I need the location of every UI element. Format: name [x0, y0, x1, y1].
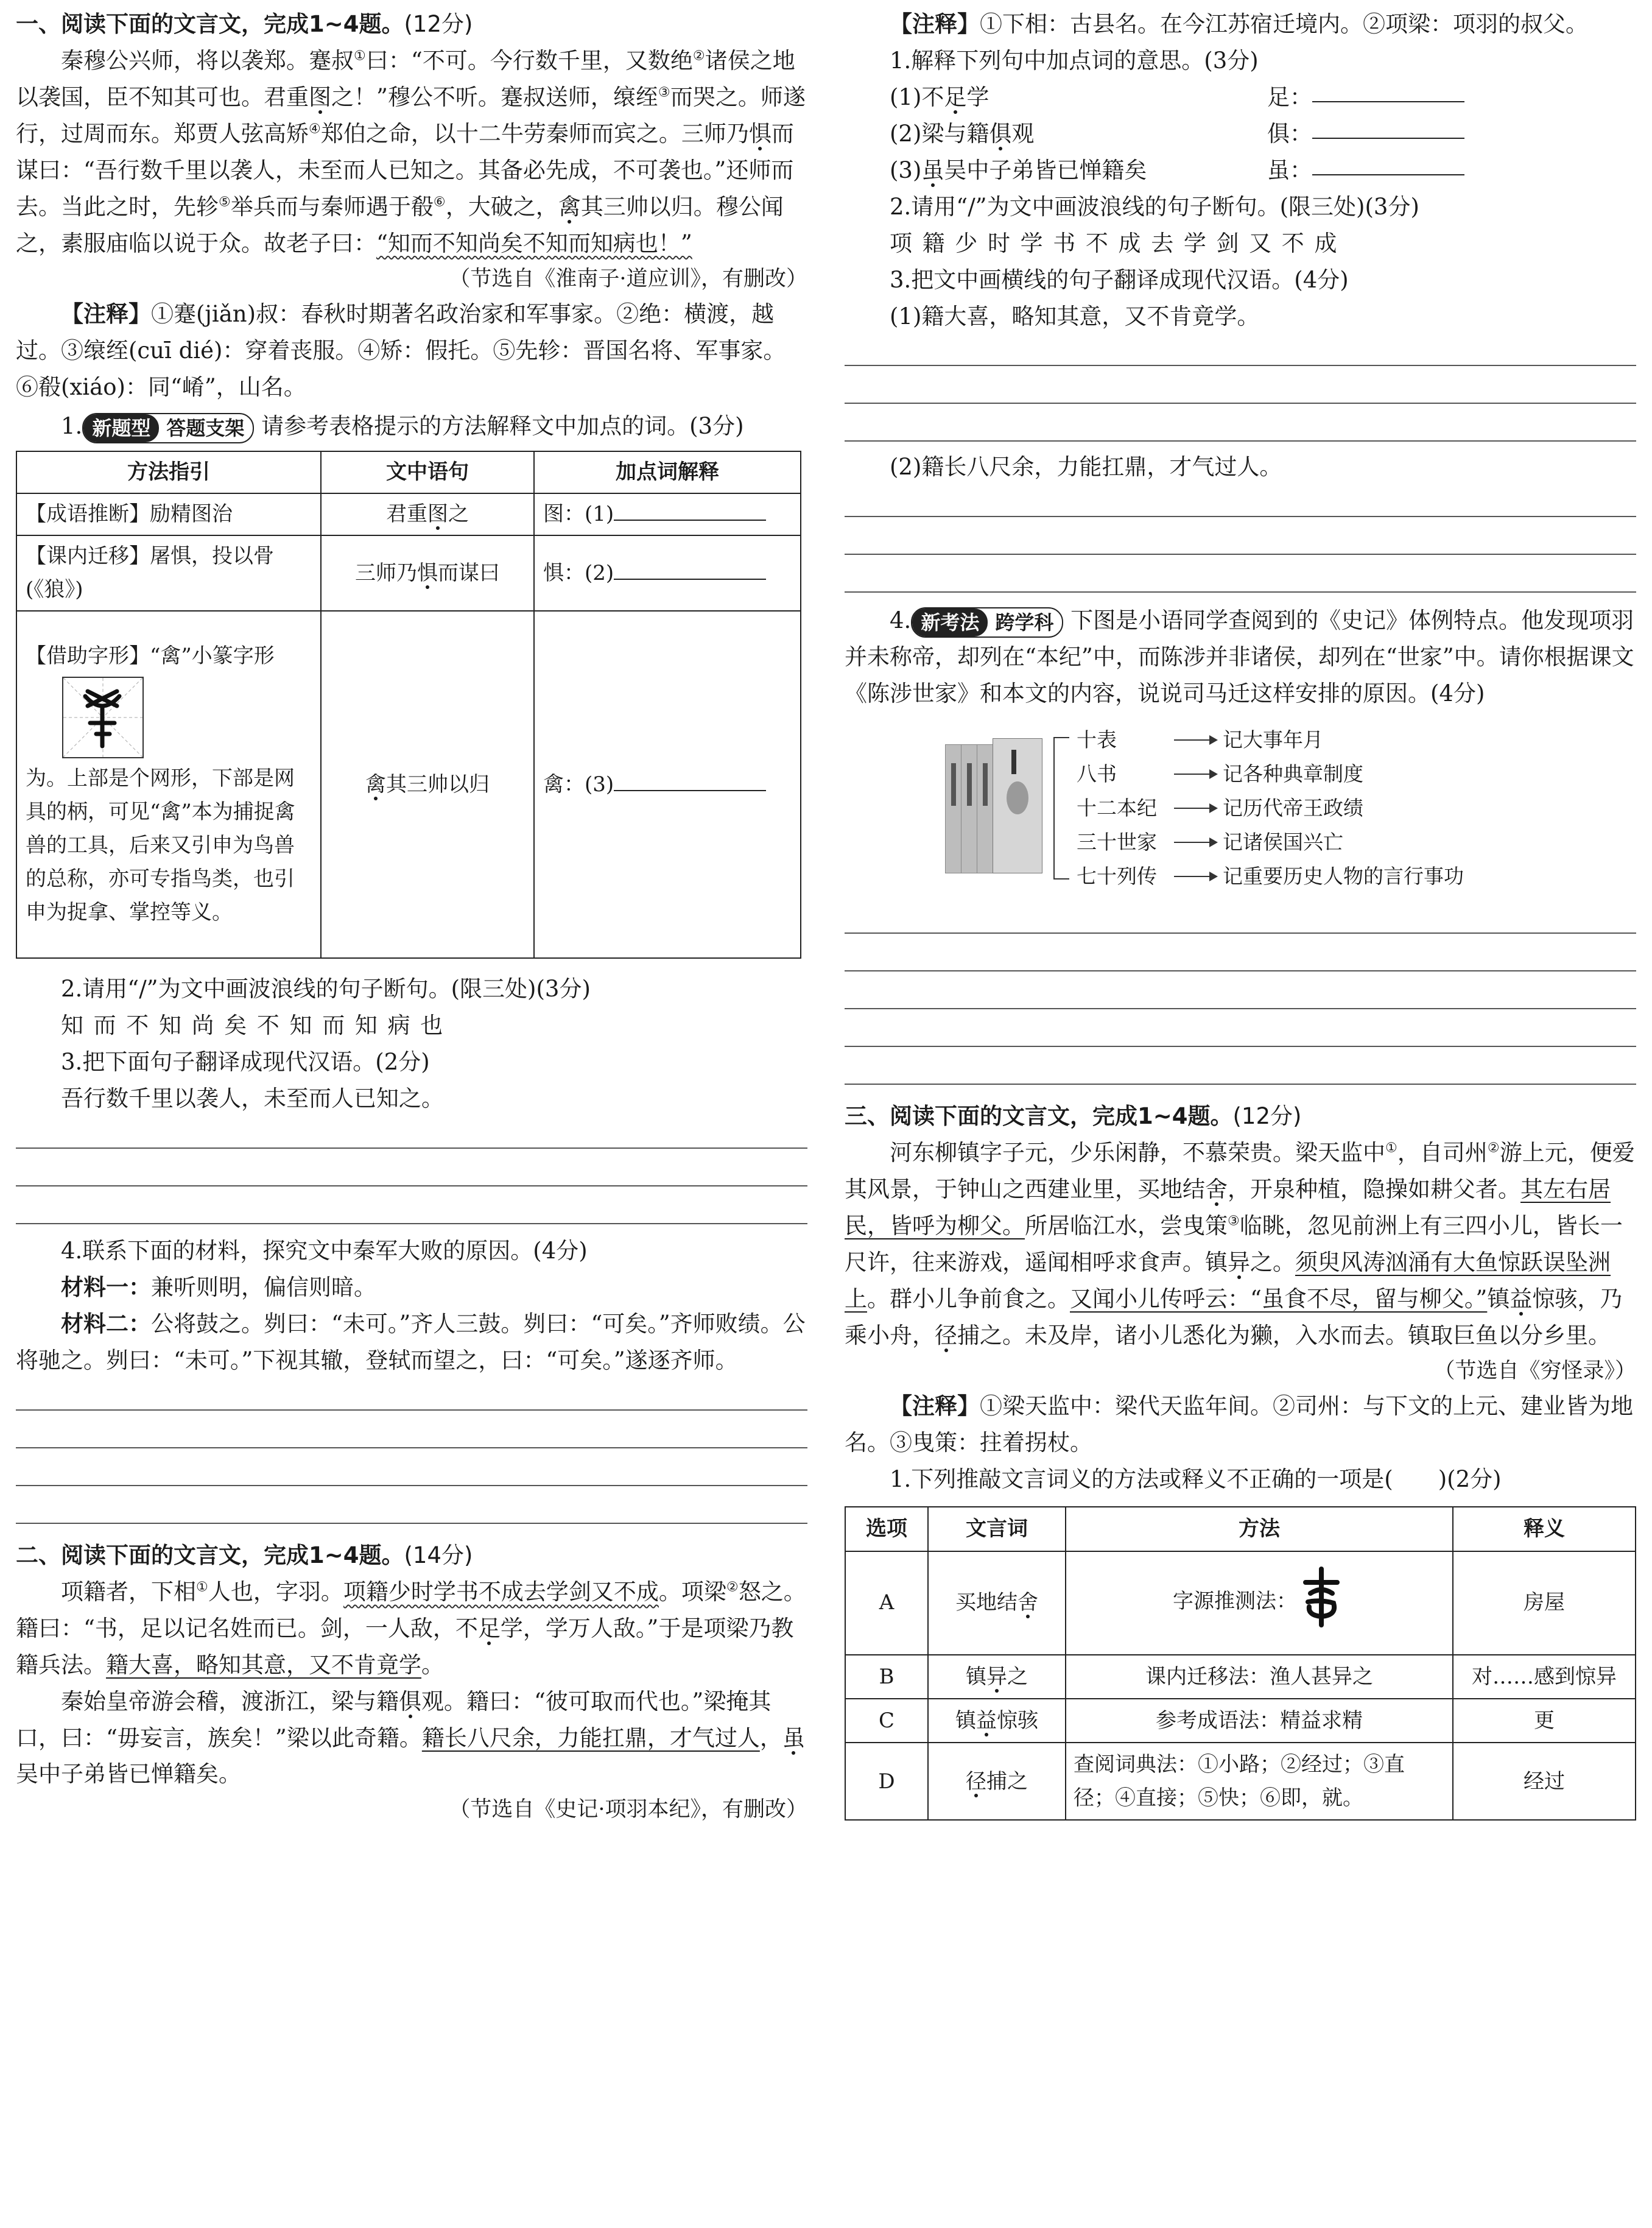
dotted-word: 虽: [782, 1724, 805, 1751]
passage-text: 其三帅以归。穆公闻之，素服庙临以说于众。故老子曰：: [16, 193, 784, 256]
passage-text: 惊骇，乃乘小舟，: [845, 1285, 1623, 1348]
meaning-cell: 房屋: [1453, 1551, 1636, 1655]
table-header: 释义: [1453, 1507, 1636, 1551]
passage-text: 观。籍曰：“彼可取而代也。”梁掩其口，曰：“毋妄言，族矣！”梁以此奇籍。: [16, 1688, 772, 1751]
s2-question-4: 4. 新考法 跨学科 下图是小语同学查阅到的《史记》体例特点。他发现项羽并未称帝，却列在“本纪”中，而陈涉并非诸侯，却列在“世家”中。请你根据课文《陈涉世家》和本文的内容，说说司马迁这样安排的原因。(4分): [845, 607, 1634, 707]
passage-text: 捕之。未及岸，诸小儿悉化为獭，入水而去。镇取巨鱼以分乡里。: [957, 1322, 1611, 1348]
list-item: 十二本纪 记历代帝王政绩: [1077, 796, 1363, 820]
footnote-marker: ①: [1385, 1140, 1397, 1156]
section2-notes: 【注释】①下相：古县名。在今江苏宿迁境内。②项梁：项羽的叔父。: [890, 10, 1588, 37]
passage-text: 而哭之。师遂行，过周而东。郑贾人弦高矫: [16, 83, 806, 147]
passage-text: 之！”穆公不听。蹇叔送师，缞绖: [331, 83, 658, 110]
answer-blank[interactable]: [1312, 152, 1464, 175]
material-1: 材料一：兼听则明，偏信则暗。: [61, 1274, 376, 1300]
shiji-structure-diagram: [945, 723, 1636, 894]
answer-blank[interactable]: [614, 557, 766, 580]
answer-line[interactable]: [845, 334, 1636, 366]
answer-line[interactable]: [16, 1448, 807, 1486]
method-cell: 【成语推断】励精图治: [16, 493, 321, 535]
passage-text: 诸侯之地以袭国，臣不知其可也。君重: [16, 47, 795, 110]
underlined-sentence: 又闻小儿传呼云：“虽食不尽，留与柳父。”: [1070, 1285, 1488, 1312]
answer-cell[interactable]: 禽：(3): [534, 611, 801, 958]
arrow-right-icon: [1174, 842, 1217, 843]
brace-icon: [1053, 737, 1069, 880]
table-header: 文中语句: [321, 451, 534, 493]
table-header: 方法指引: [16, 451, 321, 493]
arrow-right-icon: [1174, 876, 1217, 877]
seal-script-qin-icon: [62, 677, 144, 758]
section2-passage-2: [16, 1683, 807, 1793]
footnote-marker: ①: [354, 48, 366, 64]
underlined-sentence: 须臾风涛汹涌有大鱼惊跃误坠洲上: [845, 1249, 1611, 1312]
dotted-word: 俱: [399, 1688, 421, 1715]
passage-text: 秦始皇帝游会稽，渡浙江，梁与籍: [61, 1688, 399, 1715]
s3-question-1: 1.下列推敲文言词义的方法或释义不正确的一项是( )(2分): [890, 1466, 1502, 1493]
passage-text: ，: [759, 1724, 782, 1751]
list-item: 十表 记大事年月: [1077, 728, 1323, 752]
method-cell: 课内迁移法：渔人甚异之: [1066, 1655, 1453, 1699]
table-row: [16, 493, 801, 535]
passage-text: 怒之。籍曰：“书，足以记名姓而已。剑，一人敌，不: [16, 1578, 806, 1641]
method-cell: 查阅词典法：①小路；②经过；③直径；④直接；⑤快；⑥即，就。: [1066, 1743, 1453, 1820]
material-2: 材料二：公将鼓之。刿曰：“未可。”齐人三鼓。刿曰：“可矣。”齐师败绩。公将驰之。刿曰：“未可。”下视其辙，登轼而望之，曰：“可矣。”遂逐齐师。: [16, 1310, 806, 1373]
dotted-word: 径: [935, 1322, 957, 1348]
passage-text: 吴中子弟皆已惮籍矣。: [16, 1761, 241, 1788]
section1-source: （节选自《淮南子·道应训》，有删改）: [449, 266, 807, 291]
right-column: [845, 0, 1636, 1821]
left-column: [16, 0, 807, 1827]
s2-question-3: 3.把文中画横线的句子翻译成现代汉语。(4分): [890, 266, 1349, 293]
passage-text: 。: [421, 1651, 444, 1678]
footnote-marker: ②: [1487, 1140, 1500, 1156]
option-label[interactable]: D: [845, 1743, 928, 1820]
answer-line[interactable]: [845, 934, 1636, 971]
section2-heading: 二、阅读下面的文言文，完成1~4题。(14分): [16, 1542, 473, 1568]
footnote-marker: ③: [1228, 1213, 1240, 1229]
footnote-marker: ②: [726, 1579, 739, 1595]
section1-passage: [16, 43, 807, 262]
section1-notes: 【注释】①蹇(jiǎn)叔：春秋时期著名政治家和军事家。②绝：横渡，越过。③缞绖(cuī dié)：穿着丧服。④矫：假托。⑤先轸：晋国名将、军事家。⑥殽(xiáo)：同“崤”，山名。: [16, 300, 786, 401]
passage-text: ，大破之，: [445, 193, 558, 220]
s1-question-4: 4.联系下面的材料，探究文中秦军大败的原因。(4分): [61, 1238, 588, 1264]
answer-cell[interactable]: 图：(1): [534, 493, 801, 535]
section3-source: （节选自《穷怪录》）: [1433, 1358, 1636, 1383]
section3-passage: [845, 1135, 1636, 1354]
s1-question-3: 3.把下面句子翻译成现代汉语。(2分): [61, 1049, 430, 1076]
passage-text: ，自司州: [1397, 1140, 1488, 1166]
new-method-badge: 新考法 跨学科: [911, 607, 1063, 638]
dotted-word: 足: [477, 1615, 501, 1641]
wavy-underlined-sentence: “知而不知尚矣不知而知病也！”: [376, 230, 692, 256]
passage-text: 。群小儿争前食之。: [867, 1285, 1070, 1312]
table-row[interactable]: B 镇异之 课内迁移法：渔人甚异之 对……感到惊异: [845, 1655, 1636, 1699]
table-row[interactable]: C 镇益惊骇 参考成语法：精益求精 更: [845, 1699, 1636, 1743]
wavy-underlined-sentence: 项籍少时学书不成去学剑又不成: [343, 1578, 659, 1605]
underlined-sentence: 籍大喜，略知其意，又不肯竟学: [106, 1651, 421, 1678]
seal-script-she-icon: [1297, 1564, 1346, 1641]
option-label[interactable]: C: [845, 1699, 928, 1743]
answer-line[interactable]: [16, 1411, 807, 1448]
structure-list: [1077, 723, 1464, 894]
passage-text: 项籍者，下相: [61, 1578, 196, 1605]
section2-source: （节选自《史记·项羽本纪》，有删改）: [449, 1797, 807, 1822]
footnote-marker: ④: [309, 121, 321, 137]
answer-line[interactable]: [845, 485, 1636, 517]
list-item: 七十列传 记重要历史人物的言行事功: [1077, 864, 1464, 889]
sentence-cell: 君重图之: [321, 493, 534, 535]
option-label[interactable]: B: [845, 1655, 928, 1699]
table-header: 文言词: [928, 1507, 1066, 1551]
fill-item: (2)梁与籍俱观 俱：: [845, 116, 1636, 152]
s1-q3-sentence: 吾行数千里以袭人，未至而人已知之。: [61, 1085, 444, 1112]
method-table: [16, 451, 801, 959]
list-item: 八书 记各种典章制度: [1077, 762, 1363, 786]
s2-question-2: 2.请用“/”为文中画波浪线的句子断句。(限三处)(3分): [890, 193, 1419, 220]
meaning-cell: 对……感到惊异: [1453, 1655, 1636, 1699]
passage-text: 之。: [1250, 1249, 1295, 1275]
dotted-word: 禽: [558, 193, 581, 220]
passage-text: 举兵而与秦师遇于殽: [230, 193, 434, 220]
s2-q2-sentence: 项籍少时学书不成去学剑又不成: [890, 230, 1348, 256]
dotted-word: 舍: [1205, 1176, 1228, 1203]
method-cell: 参考成语法：精益求精: [1066, 1699, 1453, 1743]
answer-line[interactable]: [845, 366, 1636, 404]
answer-line[interactable]: [845, 555, 1636, 593]
answer-cell[interactable]: 惧：(2): [534, 535, 801, 611]
s2-q3-sentence-2: (2)籍长八尺余，力能扛鼎，才气过人。: [890, 454, 1282, 481]
answer-line[interactable]: [845, 517, 1636, 555]
sentence-cell: 禽其三帅以归: [321, 611, 534, 958]
answer-line[interactable]: [845, 971, 1636, 1009]
dotted-word: 异: [1228, 1249, 1250, 1275]
method-cell: 【课内迁移】屠惧，投以骨(《狼》): [16, 535, 321, 611]
table-row: [16, 611, 801, 958]
s1-question-2: 2.请用“/”为文中画波浪线的句子断句。(限三处)(3分): [61, 976, 591, 1003]
sentence-cell: 三师乃惧而谋曰: [321, 535, 534, 611]
footnote-marker: ①: [196, 1579, 208, 1595]
list-item: 三十世家 记诸侯国兴亡: [1077, 830, 1343, 855]
passage-text: 学，学万人敌。”于是项梁乃教籍兵法。: [16, 1615, 794, 1678]
s2-question-1: 1.解释下列句中加点词的意思。(3分): [890, 47, 1259, 74]
passage-text: 镇: [1487, 1285, 1510, 1312]
answer-line[interactable]: [16, 1117, 807, 1149]
passage-text: 河东柳镇字子元，少乐闲静，不慕荣贵。梁天监中: [890, 1140, 1385, 1166]
answer-blank[interactable]: [614, 498, 766, 521]
s2-q3-sentence-1: (1)籍大喜，略知其意，又不肯竟学。: [890, 303, 1260, 330]
table-row[interactable]: A 买地结舍 字源推测法： 房屋: [845, 1551, 1636, 1655]
answer-line[interactable]: [845, 1009, 1636, 1047]
passage-text: 。项梁: [658, 1578, 726, 1605]
passage-text: 临眺，忽见前洲上有三四小儿，皆长一尺许，往来游戏，遥闻相呼求食声。镇: [845, 1213, 1623, 1275]
answer-line[interactable]: [16, 1186, 807, 1224]
method-cell: 【借助字形】“禽”小篆字形 为。上部是个网形，下部是网具的柄，可见“禽”本为捕捉禽兽的工具，后来又引申为鸟兽的总称，亦可专指鸟类，也引申为捉拿、掌控等义。: [16, 611, 321, 958]
arrow-right-icon: [1174, 774, 1217, 775]
answer-blank[interactable]: [1312, 79, 1464, 102]
option-label[interactable]: A: [845, 1551, 928, 1655]
section3-heading: 三、阅读下面的文言文，完成1~4题。(12分): [845, 1103, 1302, 1130]
answer-blank[interactable]: [1312, 116, 1464, 139]
dotted-word: 图: [309, 83, 331, 110]
answer-line[interactable]: [845, 404, 1636, 442]
answer-line[interactable]: [845, 1047, 1636, 1085]
passage-text: 所居临江水，尝曳策: [1025, 1213, 1228, 1239]
answer-line[interactable]: [845, 902, 1636, 934]
answer-line[interactable]: [16, 1486, 807, 1524]
dotted-word: 益: [1510, 1285, 1533, 1312]
section3-notes: 【注释】①梁天监中：梁代天监年间。②司州：与下文的上元、建业皆为地名。③曳策：拄着拐杖。: [845, 1392, 1633, 1456]
dotted-word: 惧: [748, 120, 772, 147]
footnote-marker: ②: [692, 48, 705, 64]
answer-blank[interactable]: [614, 768, 766, 791]
passage-text: ，开泉种植，隐操如耕父者。: [1228, 1176, 1520, 1203]
arrow-right-icon: [1174, 808, 1217, 809]
footnote-marker: ⑤: [219, 194, 231, 210]
shiji-books-icon: [945, 738, 1042, 878]
s1-q2-sentence: 知而不知尚矣不知而知病也: [61, 1012, 453, 1039]
answer-line[interactable]: [16, 1379, 807, 1411]
options-table: [845, 1506, 1636, 1821]
underlined-sentence: 籍长八尺余，力能扛鼎，才气过人: [421, 1724, 760, 1751]
method-cell: 字源推测法：: [1066, 1551, 1453, 1655]
table-header: 加点词解释: [534, 451, 801, 493]
meaning-cell: 经过: [1453, 1743, 1636, 1820]
fill-item: (1)不足学 足：: [845, 79, 1636, 116]
table-row[interactable]: D 径捕之 查阅词典法：①小路；②经过；③直径；④直接；⑤快；⑥即，就。 经过: [845, 1743, 1636, 1820]
new-type-badge: 新题型 答题支架: [82, 413, 254, 443]
passage-text: 而谋曰：“吾行数千里以袭人，未至而人已知之。其备必先成，不可袭也。”还师而去。当此之时，先轸: [16, 120, 794, 220]
section1-heading: 一、阅读下面的文言文，完成1~4题。(12分): [16, 11, 473, 37]
s1-question-1: 1. 新题型 答题支架 请参考表格提示的方法解释文中加点的词。(3分): [16, 408, 807, 445]
passage-text: 游上元，便爱其风景，于钟山之西建业里，买地结: [845, 1140, 1635, 1203]
fill-item: (3)虽吴中子弟皆已惮籍矣 虽：: [845, 152, 1636, 189]
passage-text: 郑伯之命，以十二牛劳秦师而宾之。三师乃: [320, 120, 749, 147]
table-header: 选项: [845, 1507, 928, 1551]
arrow-right-icon: [1174, 739, 1217, 741]
underlined-sentence: 其左右居民，皆呼为柳父。: [845, 1176, 1611, 1239]
meaning-cell: 更: [1453, 1699, 1636, 1743]
answer-line[interactable]: [16, 1149, 807, 1186]
section2-passage-1: [16, 1574, 807, 1683]
passage-text: 曰：“不可。今行数千里，又数绝: [365, 47, 693, 74]
passage-text: 秦穆公兴师，将以袭郑。蹇叔: [61, 47, 354, 74]
passage-text: 人也，字羽。: [208, 1578, 343, 1605]
table-row: [16, 535, 801, 611]
footnote-marker: ③: [658, 84, 670, 100]
table-header: 方法: [1066, 1507, 1453, 1551]
footnote-marker: ⑥: [433, 194, 446, 210]
